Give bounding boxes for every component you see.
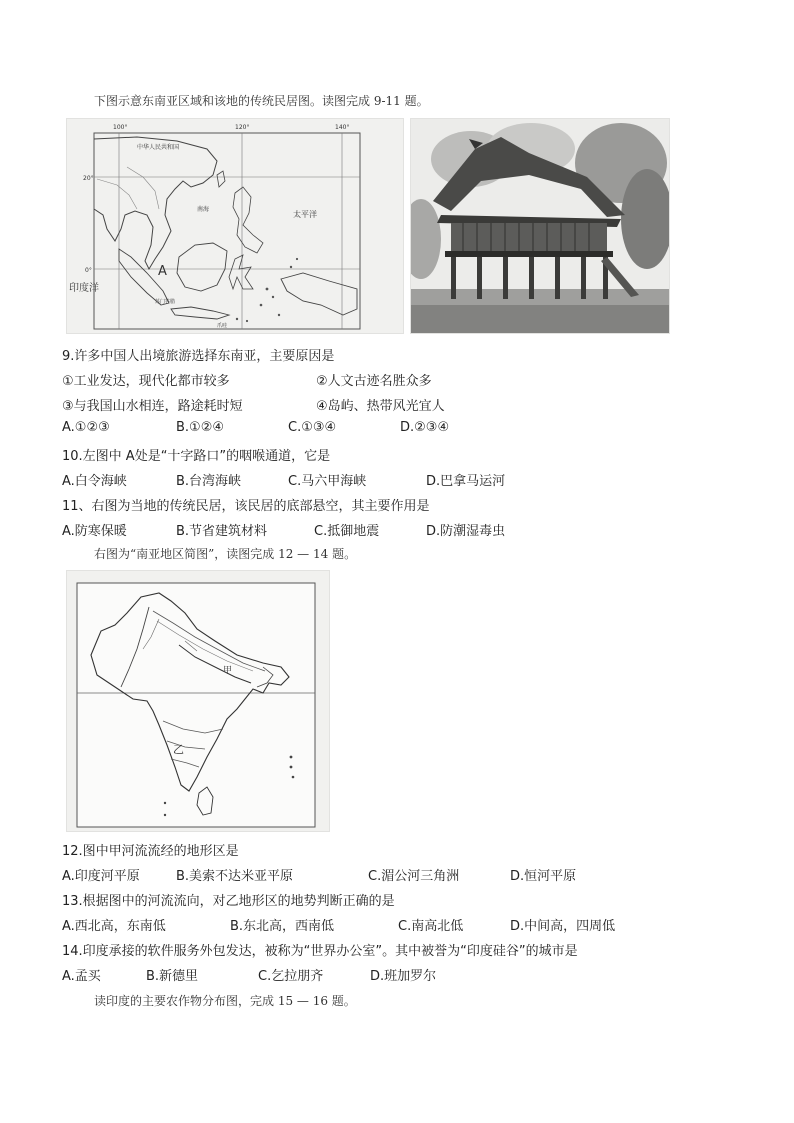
q14-option-c: C.乞拉朋齐 <box>258 969 324 984</box>
q14-option-d: D.班加罗尔 <box>370 969 437 984</box>
q14-option-a: A.孟买 <box>62 969 101 984</box>
jia-label: 甲 <box>223 666 233 676</box>
southeast-asia-map-svg <box>67 119 403 333</box>
lat-20-label: 20° <box>83 175 94 182</box>
stilt-house-photo <box>410 118 670 334</box>
pacific-ocean-label: 太平洋 <box>293 210 317 219</box>
question-9-stem: 9.许多中国人出境旅游选择东南亚，主要原因是 <box>62 349 335 364</box>
lon-100-label: 100° <box>113 124 128 131</box>
q10-option-a: A.白令海峡 <box>62 474 127 489</box>
sumatra-label: 苏门答腊 <box>155 299 176 305</box>
question-10-stem: 10.左图中 A处是“十字路口”的咽喉通道，它是 <box>62 449 331 464</box>
q12-option-a: A.印度河平原 <box>62 869 140 884</box>
question-12-stem: 12.图中甲河流流经的地形区是 <box>62 844 239 859</box>
stilt-house-photo-svg <box>411 119 669 333</box>
intro-12-14: 右图为“南亚地区简图”，读图完成 12 — 14 题。 <box>94 547 357 561</box>
q11-option-a: A.防寒保暖 <box>62 524 127 539</box>
q12-option-c: C.湄公河三角洲 <box>368 869 460 884</box>
q12-option-b: B.美索不达米亚平原 <box>176 869 294 884</box>
lon-120-label: 120° <box>235 124 250 131</box>
lat-0-label: 0° <box>85 267 92 274</box>
q9-option-a: A.①②③ <box>62 420 110 435</box>
question-14-stem: 14.印度承接的软件服务外包发达，被称为“世界办公室”。其中被誉为“印度硅谷”的城市是 <box>62 944 578 959</box>
q10-option-b: B.台湾海峡 <box>176 474 242 489</box>
q11-option-c: C.抵御地震 <box>314 524 380 539</box>
south-asia-map-svg <box>67 571 329 831</box>
q9-option-b: B.①②④ <box>176 420 225 435</box>
q11-option-d: D.防潮湿毒虫 <box>426 524 506 539</box>
q13-option-a: A.西北高，东南低 <box>62 919 166 934</box>
q13-option-c: C.南高北低 <box>398 919 464 934</box>
q13-option-d: D.中间高，四周低 <box>510 919 616 934</box>
lon-140-label: 140° <box>335 124 350 131</box>
q9-statement-4: ④岛屿、热带风光宜人 <box>316 399 445 414</box>
q9-option-c: C.①③④ <box>288 420 337 435</box>
china-label: 中华人民共和国 <box>137 144 180 151</box>
southeast-asia-map <box>66 118 404 334</box>
point-a-label: A <box>158 264 167 279</box>
question-11-stem: 11、右图为当地的传统民居，该民居的底部悬空，其主要作用是 <box>62 499 430 514</box>
q9-statement-1: ①工业发达，现代化都市较多 <box>62 374 230 389</box>
intro-15-16: 读印度的主要农作物分布图，完成 15 — 16 题。 <box>94 994 356 1008</box>
q12-option-d: D.恒河平原 <box>510 869 577 884</box>
q13-option-b: B.东北高，西南低 <box>230 919 335 934</box>
q9-option-d: D.②③④ <box>400 420 450 435</box>
q10-option-c: C.马六甲海峡 <box>288 474 367 489</box>
java-label: 爪哇 <box>217 323 228 329</box>
q9-statement-3: ③与我国山水相连，路途耗时短 <box>62 399 243 414</box>
q14-option-b: B.新德里 <box>146 969 199 984</box>
q11-option-b: B.节省建筑材料 <box>176 524 268 539</box>
south-china-sea-label: 南海 <box>197 206 210 213</box>
yi-label: 乙 <box>173 743 184 756</box>
question-13-stem: 13.根据图中的河流流向，对乙地形区的地势判断正确的是 <box>62 894 395 909</box>
south-asia-map <box>66 570 330 832</box>
q10-option-d: D.巴拿马运河 <box>426 474 506 489</box>
intro-9-11: 下图示意东南亚区域和该地的传统民居图。读图完成 9-11 题。 <box>94 94 429 108</box>
q9-statement-2: ②人文古迹名胜众多 <box>316 374 432 389</box>
indian-ocean-label: 印度洋 <box>69 283 99 294</box>
